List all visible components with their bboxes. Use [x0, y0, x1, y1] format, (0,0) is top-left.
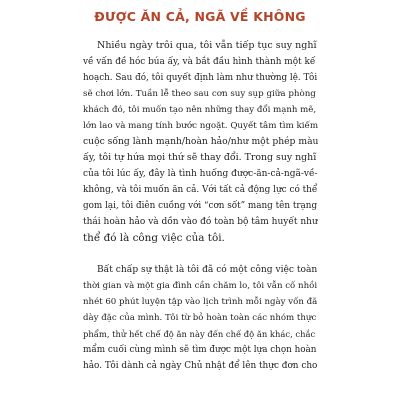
- paragraph-1-line-11: gom lại, tôi điên cuồng với “cơn sốt” mang tên trạng: [83, 201, 318, 211]
- paragraph-2-line-1: Bất chấp sự thật là tôi đã có một công việc toàn: [97, 265, 318, 275]
- paragraph-1-line-2: về vấn đề hóc búa ấy, và bắt đầu hình thành một kế: [83, 57, 316, 67]
- paragraph-1-line-12: thái hoàn hảo và dồn vào đó toàn bộ tâm huyết như: [83, 217, 318, 227]
- paragraph-1-line-3: hoạch. Sau đó, tôi quyết định làm như thường lệ. Tôi: [83, 73, 318, 83]
- paragraph-2-line-2: thời gian và một gia đình cần chăm lo, tôi vẫn cố nhồi: [83, 281, 318, 291]
- paragraph-1-line-8: ấy, tôi tự hứa mọi thứ sẽ thay đổi. Trong suy nghĩ: [83, 152, 317, 163]
- paragraph-1-line-7: cuộc sống lành mạnh/hoàn hảo/như một phép màu: [83, 136, 318, 147]
- paragraph-1-line-13: thể đó là công việc của tôi.: [83, 232, 225, 244]
- paragraph-2-line-5: phẩm, thử hết chế độ ăn này đến chế độ ăn khác, chắc: [83, 329, 316, 339]
- paragraph-2-line-6: mẩm cuối cùng mình sẽ tìm được một lựa chọn hoàn: [83, 345, 317, 355]
- paragraph-2-line-3: nhét 60 phút luyện tập vào lịch trình mỗi ngày vốn đã: [83, 297, 318, 307]
- paragraph-1-line-5: khách đó, tôi muốn tạo nên những thay đổi mạnh mẽ,: [83, 105, 317, 115]
- paragraph-1-line-9: của tôi lúc ấy, đây là tình huống được-ăn-cả-ngã-về-: [83, 169, 318, 179]
- paragraph-1-line-6: lớn lao và mang tính bước ngoặt. Quyết tâm tìm kiếm: [83, 121, 318, 131]
- paragraph-1-line-4: sẽ chơi lớn. Tuần lễ theo sau cơn suy sụp giữa phòng: [83, 89, 316, 99]
- paragraph-1-line-10: không, và tôi muốn ăn cả. Với tất cả động lực có thể: [83, 185, 318, 195]
- paragraph-2-line-4: dày đặc của mình. Tôi từ bỏ hoàn toàn các nhóm thực: [83, 313, 317, 323]
- chapter-title: ĐƯỢC ĂN CẢ, NGÃ VỀ KHÔNG: [94, 9, 306, 24]
- paragraph-2-line-7: hảo. Tôi dành cả ngày Chủ nhật để lên thực đơn cho: [83, 361, 318, 371]
- paragraph-1-line-1: Nhiều ngày trôi qua, tôi vẫn tiếp tục suy nghĩ: [97, 40, 317, 51]
